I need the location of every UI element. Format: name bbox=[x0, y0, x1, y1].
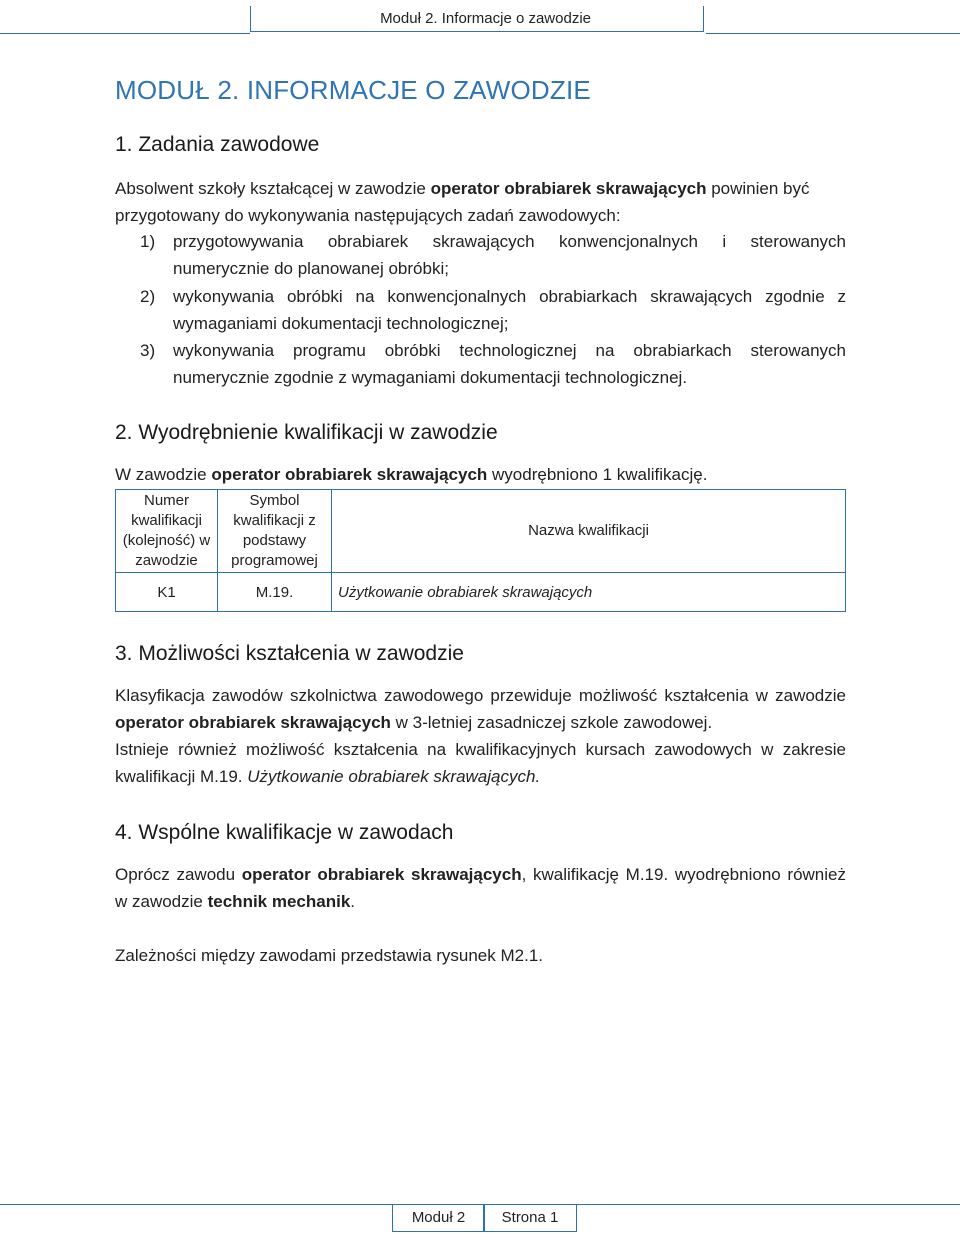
section3-heading: 3. Możliwości kształcenia w zawodzie bbox=[115, 642, 464, 665]
list-item-number: 1) bbox=[140, 232, 156, 251]
list-item-number: 3) bbox=[140, 341, 156, 360]
header-box bbox=[250, 6, 704, 32]
qualification-table bbox=[115, 489, 846, 612]
cell-name: Użytkowanie obrabiarek skrawających bbox=[332, 573, 846, 612]
footer-page-number: Strona 1 bbox=[501, 1209, 559, 1226]
cell-number: K1 bbox=[116, 573, 218, 612]
footer-rule-left bbox=[0, 1204, 392, 1205]
cell-symbol: M.19. bbox=[218, 573, 332, 612]
header-rule-left bbox=[0, 33, 250, 34]
section2-intro: W zawodzie operator obrabiarek skrawających wyodrębniono 1 kwalifikację. bbox=[115, 465, 708, 484]
footer-module-box bbox=[392, 1204, 485, 1232]
column-header-number: Numer kwalifikacji (kolejność) w zawodzie bbox=[116, 490, 218, 573]
section3-paragraph-1: Klasyfikacja zawodów szkolnictwa zawodowego przewiduje możliwość kształcenia w zawodzie operator obrabiarek skrawających w 3-letniej zasadniczej szkole zawodowej. bbox=[115, 686, 846, 732]
section3-paragraph-2: Istnieje również możliwość kształcenia na kwalifikacyjnych kursach zawodowych w zakresie kwalifikacji M.19. Użytkowanie obrabiarek skrawających. bbox=[115, 740, 846, 786]
section1-intro: Absolwent szkoły kształcącej w zawodzie operator obrabiarek skrawających powinien być przygotowany do wykonywania następujących zadań zawodowych: bbox=[115, 179, 810, 225]
list-item bbox=[140, 337, 846, 391]
section4-paragraph-1: Oprócz zawodu operator obrabiarek skrawających, kwalifikację M.19. wyodrębniono również w zawodzie technik mechanik. bbox=[115, 865, 846, 911]
header-title: Moduł 2. Informacje o zawodzie bbox=[380, 10, 591, 27]
page-header bbox=[0, 0, 960, 40]
list-item-number: 2) bbox=[140, 287, 156, 306]
footer-page-box bbox=[483, 1204, 577, 1232]
section4-paragraph-2: Zależności między zawodami przedstawia rysunek M2.1. bbox=[115, 946, 544, 965]
table-header-row bbox=[116, 490, 846, 573]
section2-heading: 2. Wyodrębnienie kwalifikacji w zawodzie bbox=[115, 421, 498, 444]
list-item bbox=[140, 228, 846, 282]
header-rule-right bbox=[706, 33, 960, 34]
footer-module-label: Moduł 2 bbox=[411, 1209, 466, 1226]
column-header-name: Nazwa kwalifikacji bbox=[332, 490, 846, 573]
section1-heading: 1. Zadania zawodowe bbox=[115, 133, 320, 156]
table-row bbox=[116, 573, 846, 612]
list-item-text: wykonywania obróbki na konwencjonalnych obrabiarkach skrawających zgodnie z wymaganiami dokumentacji technologicznej; bbox=[173, 287, 846, 333]
module-title: MODUŁ 2. INFORMACJE O ZAWODZIE bbox=[115, 75, 591, 105]
footer-rule-right bbox=[577, 1204, 960, 1205]
column-header-symbol: Symbol kwalifikacji z podstawy programowej bbox=[218, 490, 332, 573]
list-item bbox=[140, 283, 846, 337]
list-item-text: przygotowywania obrabiarek skrawających konwencjonalnych i sterowanych numerycznie do planowanej obróbki; bbox=[173, 232, 846, 278]
list-item-text: wykonywania programu obróbki technologicznej na obrabiarkach sterowanych numerycznie zgodnie z wymaganiami dokumentacji technologicznej. bbox=[173, 341, 846, 387]
section4-heading: 4. Wspólne kwalifikacje w zawodach bbox=[115, 821, 454, 844]
